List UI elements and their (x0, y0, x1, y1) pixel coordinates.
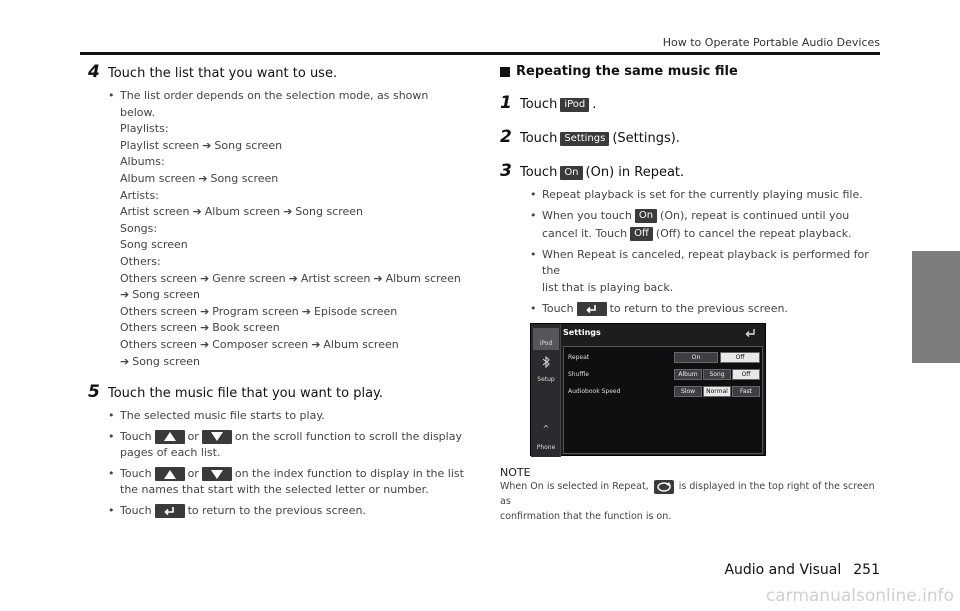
square-bullet-icon (500, 67, 510, 77)
on-button: On (635, 209, 657, 223)
header-rule (80, 52, 880, 55)
label-albums: Albums: (120, 155, 165, 169)
list-path-others-3: Others screen ➔ Book screen (120, 320, 464, 337)
bullet-item: • Repeat playback is set for the currently playing music file. (530, 188, 863, 201)
repeat-step-2: 2 Touch Settings (Settings). (500, 127, 680, 147)
arrow-icon: ➔ (200, 304, 210, 318)
label-others: Others: (120, 254, 161, 268)
arrow-icon: ➔ (288, 271, 298, 285)
arrow-icon: ➔ (120, 354, 130, 368)
shuffle-album-option: Album (674, 369, 702, 380)
list-path-albums: Album screen ➔ Song screen (120, 171, 464, 188)
repeat-off-option: Off (720, 352, 760, 363)
bullet-text: The list order depends on the selection mode, as shown below. (120, 89, 429, 119)
bullet-item: • Touch to return to the previous screen. (108, 504, 366, 518)
step-5 (88, 382, 464, 402)
arrow-icon: ➔ (311, 337, 321, 351)
arrow-icon: ➔ (200, 321, 210, 335)
page-number: 251 (853, 562, 880, 578)
list-path-others-2: Others screen ➔ Program screen ➔ Episode screen (120, 304, 464, 321)
down-arrow-icon (202, 430, 232, 444)
step-title: Touch the music file that you want to play. (108, 386, 384, 402)
setting-label-shuffle: Shuffle (568, 371, 589, 379)
arrow-icon: ➔ (200, 337, 210, 351)
step-number: 4 (88, 62, 100, 82)
note-text: When On is selected in Repeat, is displayed in the top right of the screen as confirmation that the function is on. (500, 481, 875, 523)
back-arrow-icon (741, 328, 761, 342)
screen-sidebar (531, 324, 561, 457)
label-artists: Artists: (120, 188, 159, 202)
shuffle-off-option: Off (732, 369, 760, 380)
left-column (88, 58, 464, 520)
repeat-step-1: 1 Touch iPod . (500, 93, 597, 113)
section-name: Audio and Visual (724, 562, 842, 578)
bullet-item: • Touch to return to the previous screen. (530, 301, 788, 315)
off-button: Off (630, 227, 653, 241)
watermark: carmanualsonline.info (765, 586, 954, 606)
back-arrow-icon (577, 302, 607, 316)
bullet-item: • Touch or on the index function to display in the list the names that start with the selected letter or number. (108, 466, 464, 497)
section-heading: Repeating the same music file (500, 64, 880, 79)
settings-screenshot (530, 323, 766, 456)
list-path-songs: Song screen (120, 238, 188, 252)
label-playlists: Playlists: (120, 122, 169, 136)
list-path-artists: Artist screen ➔ Album screen ➔ Song screen (120, 204, 464, 221)
arrow-icon: ➔ (301, 304, 311, 318)
screen-title: Settings (563, 328, 601, 338)
ipod-button: iPod (560, 98, 589, 112)
page-footer (724, 562, 880, 578)
list-path-others-1-cont: ➔ Song screen (120, 287, 464, 304)
settings-panel (563, 346, 763, 454)
bullet-item: • Touch or on the scroll function to scroll the display pages of each list. (108, 429, 462, 460)
arrow-icon: ➔ (198, 171, 208, 185)
arrow-icon: ➔ (373, 271, 383, 285)
arrow-icon: ➔ (192, 205, 202, 219)
sidebar-setup-button: Setup (537, 376, 555, 384)
step-number: 5 (88, 382, 100, 403)
setting-label-repeat: Repeat (568, 354, 590, 362)
list-path-others-1: Others screen ➔ Genre screen ➔ Artist screen ➔ Album screen (120, 271, 464, 288)
chevron-up-icon: ^ (542, 424, 550, 434)
up-arrow-icon (155, 430, 185, 444)
list-path-others-4-cont: ➔ Song screen (120, 354, 464, 371)
speed-normal-option: Normal (703, 386, 731, 397)
up-arrow-icon (155, 467, 185, 481)
settings-button: Settings (560, 132, 609, 146)
note-heading: NOTE (500, 466, 531, 480)
setting-label-audiobook-speed: Audiobook Speed (568, 388, 621, 396)
sidebar-phone-button: Phone (536, 444, 556, 452)
shuffle-song-option: Song (703, 369, 731, 380)
speed-fast-option: Fast (732, 386, 760, 397)
bullet-item: • When Repeat is canceled, repeat playback is performed for the list that is playing back. (530, 247, 869, 294)
down-arrow-icon (202, 467, 232, 481)
list-path-playlists: Playlist screen ➔ Song screen (120, 138, 464, 155)
list-order-bullet: • The list order depends on the selection mode, as shown below. Playlists: Playlist screen ➔ Song screen Albums: Album screen ➔ Song screen Artists: Artist screen ➔ Album screen ➔ Song screen Songs: Song screen Others: Others screen ➔ Genre screen ➔ Artist screen ➔ Album screen ➔ Song screen Others screen ➔ Program screen ➔ Episode screen Others screen ➔ Book screen Others screen ➔ Composer screen ➔ Album screen ➔ Song screen (88, 88, 464, 370)
label-songs: Songs: (120, 221, 158, 235)
step-4 (88, 62, 464, 82)
list-path-others-4: Others screen ➔ Composer screen ➔ Album screen (120, 337, 464, 354)
repeat-on-option: On (674, 352, 718, 363)
repeat-icon (654, 480, 674, 494)
on-button: On (560, 166, 582, 180)
repeat-step-3: 3 Touch On (On) in Repeat. (500, 161, 685, 181)
running-header: How to Operate Portable Audio Devices (662, 36, 880, 49)
arrow-icon: ➔ (200, 271, 210, 285)
speed-slow-option: Slow (674, 386, 702, 397)
section-side-tab (912, 251, 960, 363)
step-title: Touch the list that you want to use. (108, 66, 338, 81)
bullet-item: • When you touch On (On), repeat is continued until you cancel it. Touch Off (Off) to cancel the repeat playback. (530, 208, 852, 241)
bullet-item: • The selected music file starts to play. (108, 409, 325, 423)
sidebar-ipod-button: iPod (533, 328, 559, 350)
bluetooth-icon (533, 356, 559, 370)
arrow-icon: ➔ (202, 138, 212, 152)
arrow-icon: ➔ (120, 288, 130, 302)
back-arrow-icon (155, 504, 185, 518)
arrow-icon: ➔ (283, 205, 293, 219)
right-column (500, 58, 880, 524)
